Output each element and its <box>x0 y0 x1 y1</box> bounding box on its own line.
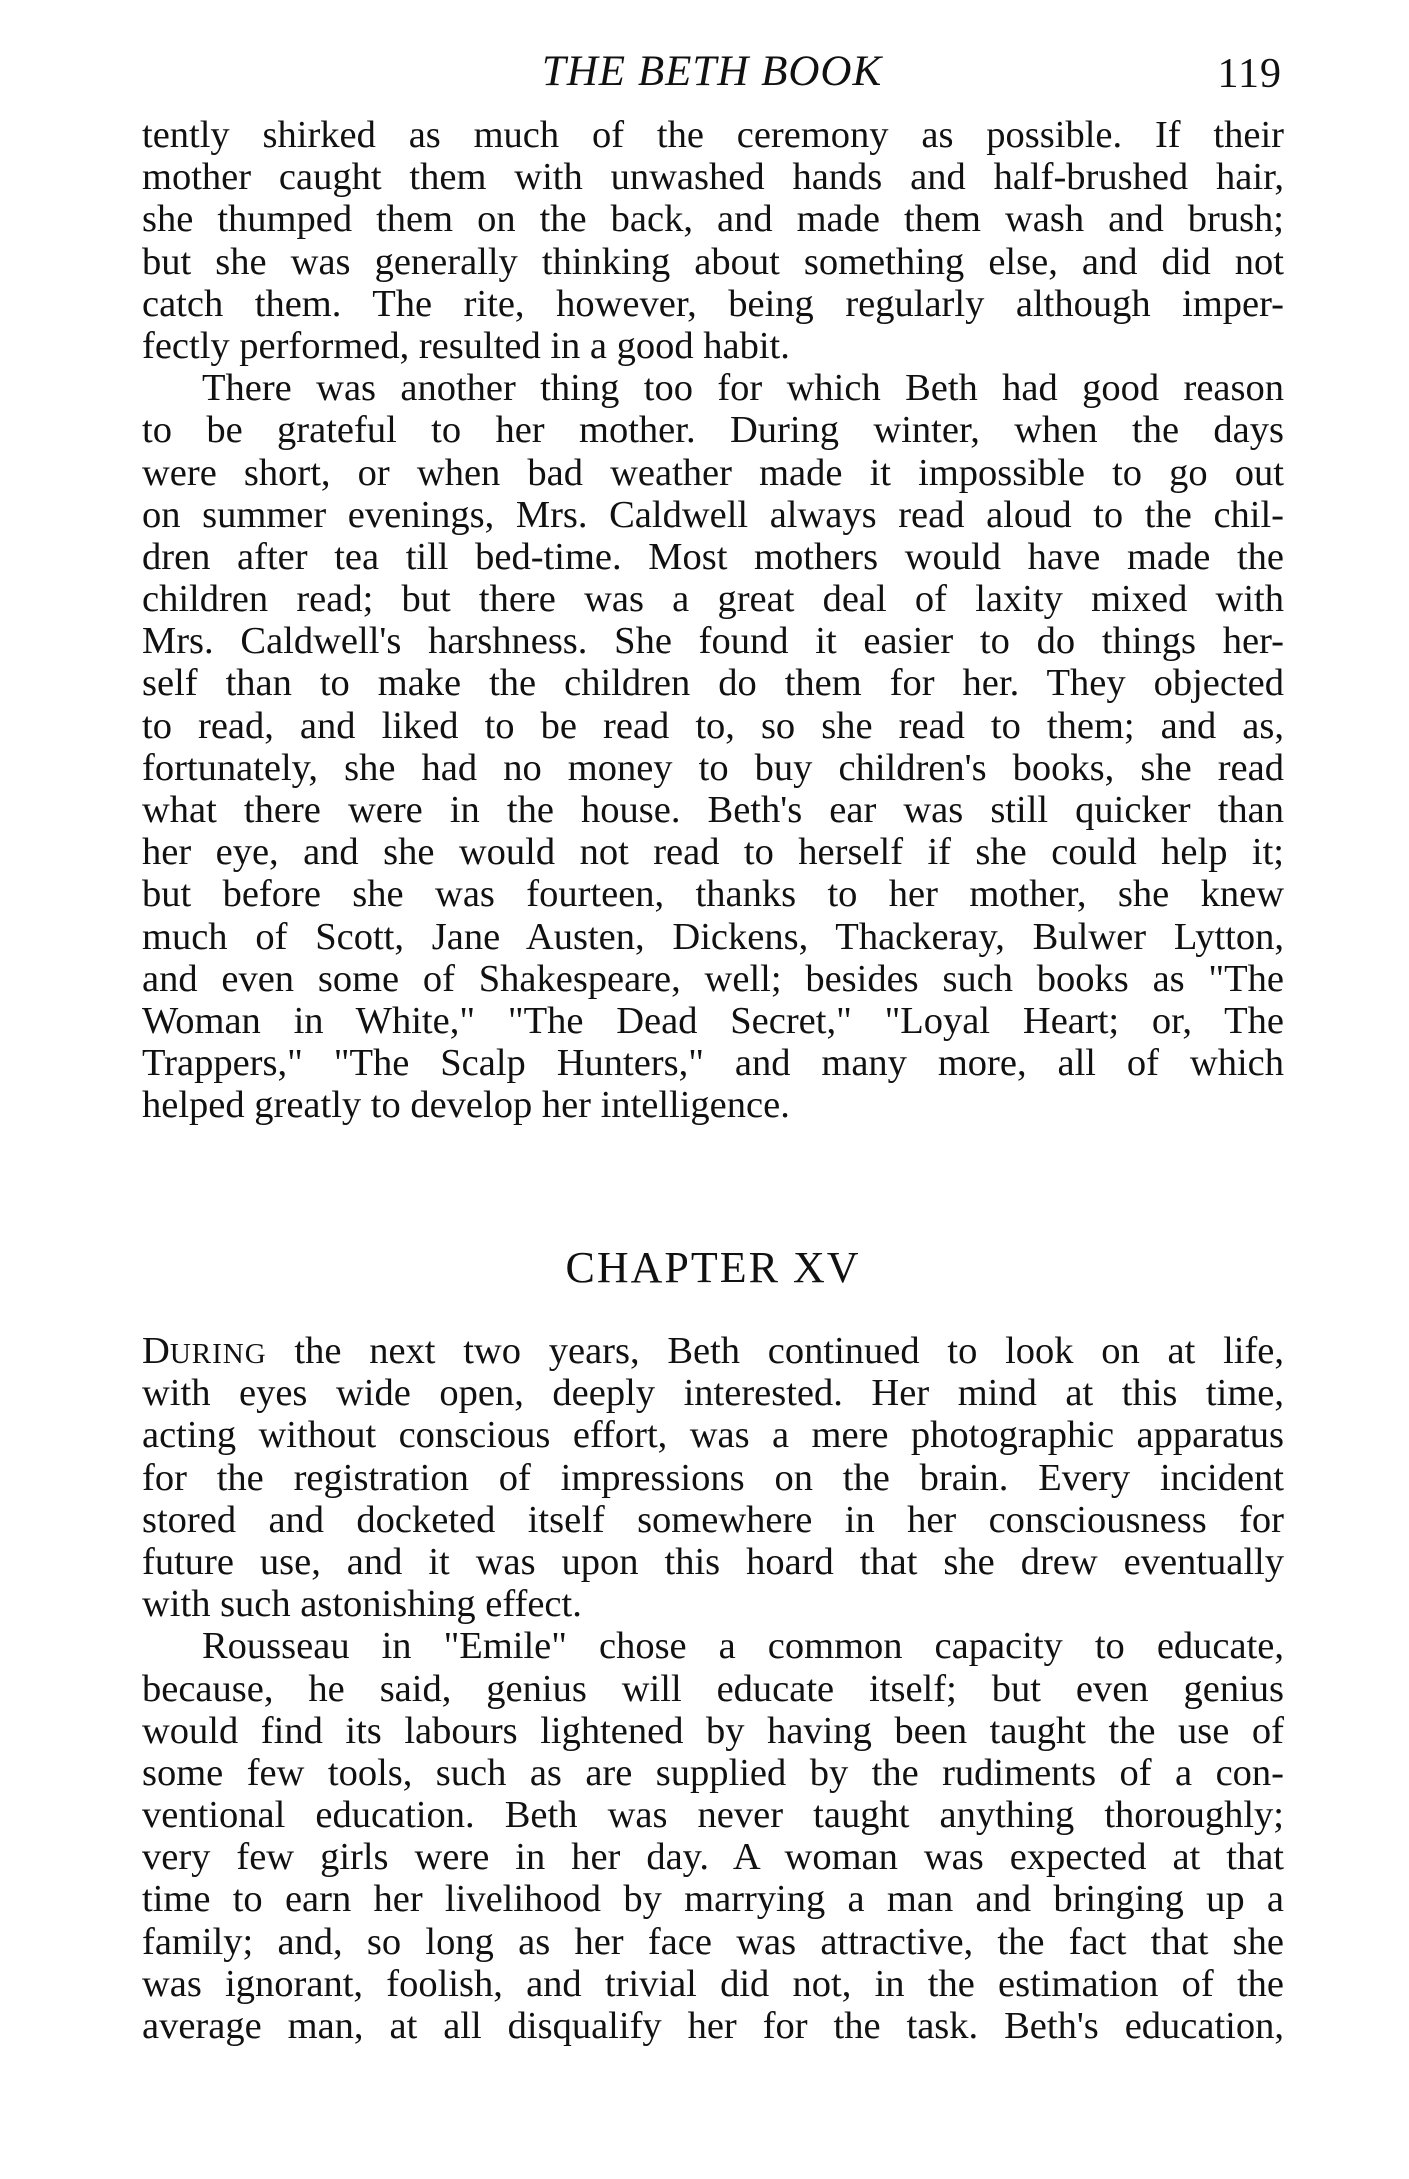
text-line: Woman in White," "The Dead Secret," "Loyal Heart; or, The <box>142 999 1284 1042</box>
text-line: was ignorant, foolish, and trivial did not, in the estimation of the <box>142 1962 1284 2005</box>
text-line: she thumped them on the back, and made them wash and brush; <box>142 198 1284 241</box>
text-line: mother caught them with unwashed hands and half-brushed hair, <box>142 156 1284 199</box>
text-line: much of Scott, Jane Austen, Dickens, Thackeray, Bulwer Lytton, <box>142 915 1284 958</box>
text-line: and even some of Shakespeare, well; besides such books as "The <box>142 957 1284 1000</box>
text-line: average man, at all disqualify her for the task. Beth's education, <box>142 2005 1284 2047</box>
text-line: because, he said, genius will educate itself; but even genius <box>142 1667 1284 1710</box>
text-line: ventional education. Beth was never taught anything thoroughly; <box>142 1794 1284 1837</box>
text-line: on summer evenings, Mrs. Caldwell always read aloud to the chil- <box>142 493 1284 536</box>
text-line: would find its labours lightened by having been taught the use of <box>142 1709 1284 1752</box>
text-line: Trappers," "The Scalp Hunters," and many more, all of which <box>142 1042 1284 1085</box>
text-line: helped greatly to develop her intelligence. <box>142 1084 790 1127</box>
text-line: dren after tea till bed-time. Most mothers would have made the <box>142 535 1284 578</box>
page-number: 119 <box>1217 51 1282 97</box>
paragraph <box>142 1330 1284 1625</box>
text-line: tently shirked as much of the ceremony as possible. If their <box>142 114 1284 156</box>
text-line-opening <box>142 1330 1284 1372</box>
text-line: fectly performed, resulted in a good habit. <box>142 324 790 367</box>
running-title: THE BETH BOOK <box>541 48 883 95</box>
text-line: family; and, so long as her face was attractive, the fact that she <box>142 1920 1284 1963</box>
paragraph <box>142 367 1284 1126</box>
text-line: time to earn her livelihood by marrying a man and bringing up a <box>142 1878 1284 1921</box>
text-line: There was another thing too for which Beth had good reason <box>202 367 1284 410</box>
body-text-top <box>142 114 1284 1127</box>
text-line: very few girls were in her day. A woman was expected at that <box>142 1836 1284 1879</box>
text-line: but before she was fourteen, thanks to her mother, she knew <box>142 873 1284 916</box>
text-line: some few tools, such as are supplied by the rudiments of a con- <box>142 1751 1284 1794</box>
text-line: acting without conscious effort, was a mere photographic apparatus <box>142 1414 1284 1457</box>
drop-word-rest: URING <box>169 1338 267 1370</box>
text-line: with eyes wide open, deeply interested. Her mind at this time, <box>142 1372 1284 1415</box>
text-line: catch them. The rite, however, being regularly although imper- <box>142 282 1284 325</box>
text-line: but she was generally thinking about something else, and did not <box>142 240 1284 283</box>
text-line: self than to make the children do them for her. They objected <box>142 662 1284 705</box>
text-line: for the registration of impressions on the brain. Every incident <box>142 1456 1284 1499</box>
text-line: future use, and it was upon this hoard that she drew eventually <box>142 1540 1284 1583</box>
text-line: Rousseau in "Emile" chose a common capacity to educate, <box>202 1625 1284 1668</box>
text-line: children read; but there was a great deal of laxity mixed with <box>142 578 1284 621</box>
text-line: with such astonishing effect. <box>142 1583 582 1626</box>
opening-line-text: the next two years, Beth continued to look on at life, <box>266 1330 1284 1372</box>
text-line: stored and docketed itself somewhere in her consciousness for <box>142 1498 1284 1541</box>
chapter-heading: CHAPTER XV <box>565 1243 861 1292</box>
paragraph <box>142 1625 1284 2047</box>
running-head <box>142 42 1282 102</box>
text-line: to be grateful to her mother. During winter, when the days <box>142 409 1284 452</box>
text-line: what there were in the house. Beth's ear was still quicker than <box>142 789 1284 831</box>
text-line: fortunately, she had no money to buy children's books, she read <box>142 746 1284 789</box>
text-line: to read, and liked to be read to, so she read to them; and as, <box>142 704 1284 747</box>
paragraph <box>142 114 1284 367</box>
body-text-bottom <box>142 1330 1284 2047</box>
text-line: her eye, and she would not read to herself if she could help it; <box>142 831 1284 874</box>
text-line: Mrs. Caldwell's harshness. She found it easier to do things her- <box>142 620 1284 663</box>
drop-word-lead: D <box>142 1330 170 1372</box>
text-line: were short, or when bad weather made it impossible to go out <box>142 451 1284 494</box>
